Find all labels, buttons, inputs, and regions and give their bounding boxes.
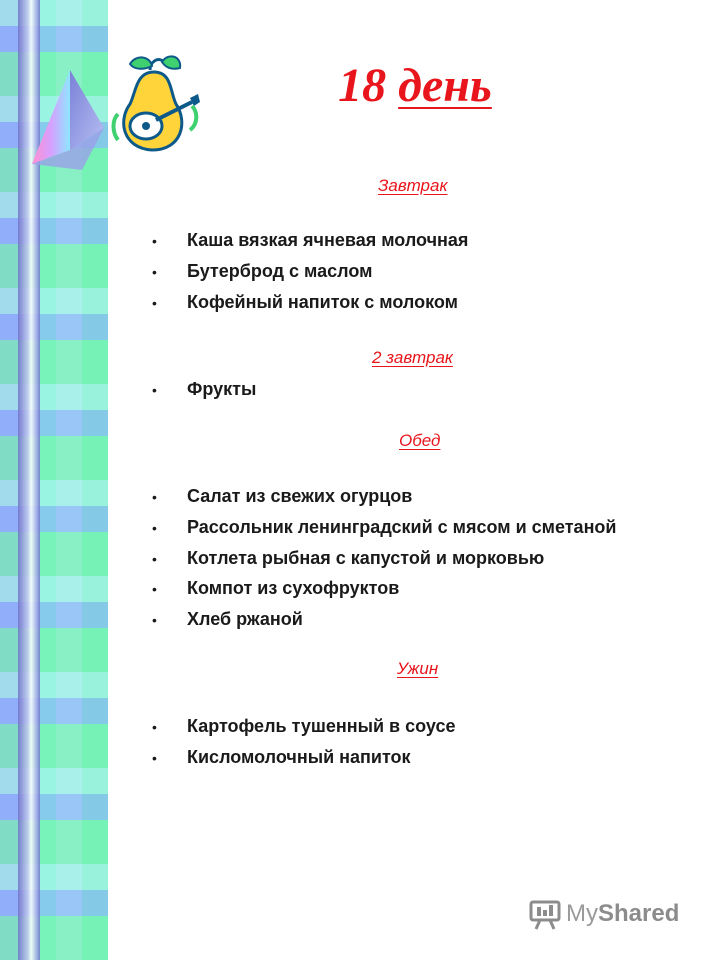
list-item: • Картофель тушенный в соусе — [152, 711, 455, 742]
page-title — [110, 58, 720, 113]
dinner-list — [152, 711, 455, 773]
section-heading-second-breakfast: 2 завтрак — [372, 348, 453, 367]
watermark-text-my: My — [566, 900, 598, 927]
bullet: • — [152, 749, 157, 766]
title-number: 18 — [338, 59, 387, 112]
section-heading-dinner: Ужин — [397, 659, 439, 678]
bullet: • — [152, 519, 157, 536]
bullet: • — [152, 719, 157, 735]
list-item: • Кофейный напиток с молоком — [152, 287, 468, 318]
list-item: • Компот из сухофруктов — [152, 573, 617, 604]
watermark-text-shared: Shared — [598, 900, 680, 927]
bullet: • — [152, 612, 157, 629]
list-item: • Бутерброд с маслом — [152, 256, 468, 287]
bullet: • — [152, 294, 157, 311]
section-heading-breakfast: Завтрак — [378, 176, 448, 195]
presentation-board-icon — [528, 897, 562, 931]
second-breakfast-list — [152, 374, 256, 405]
pyramid-icon — [30, 66, 108, 178]
watermark — [528, 896, 679, 932]
bullet: • — [152, 550, 157, 567]
list-item: • Фрукты — [152, 374, 256, 405]
lunch-list — [152, 481, 617, 635]
bullet: • — [152, 263, 157, 280]
title-word: день — [398, 59, 492, 112]
bullet: • — [152, 489, 157, 505]
list-item: • Хлеб ржаной — [152, 604, 617, 635]
section-heading-lunch: Обед — [399, 431, 441, 450]
list-item: • Рассольник ленинградский с мясом и сметаной — [152, 512, 617, 543]
list-item: • Котлета рыбная с капустой и морковью — [152, 543, 617, 574]
list-item: • Кисломолочный напиток — [152, 742, 455, 773]
bullet: • — [152, 581, 157, 598]
bullet: • — [152, 233, 157, 249]
bullet: • — [152, 382, 157, 398]
list-item: • Салат из свежих огурцов — [152, 481, 617, 512]
list-item: • Каша вязкая ячневая молочная — [152, 225, 468, 256]
breakfast-list — [152, 225, 468, 317]
